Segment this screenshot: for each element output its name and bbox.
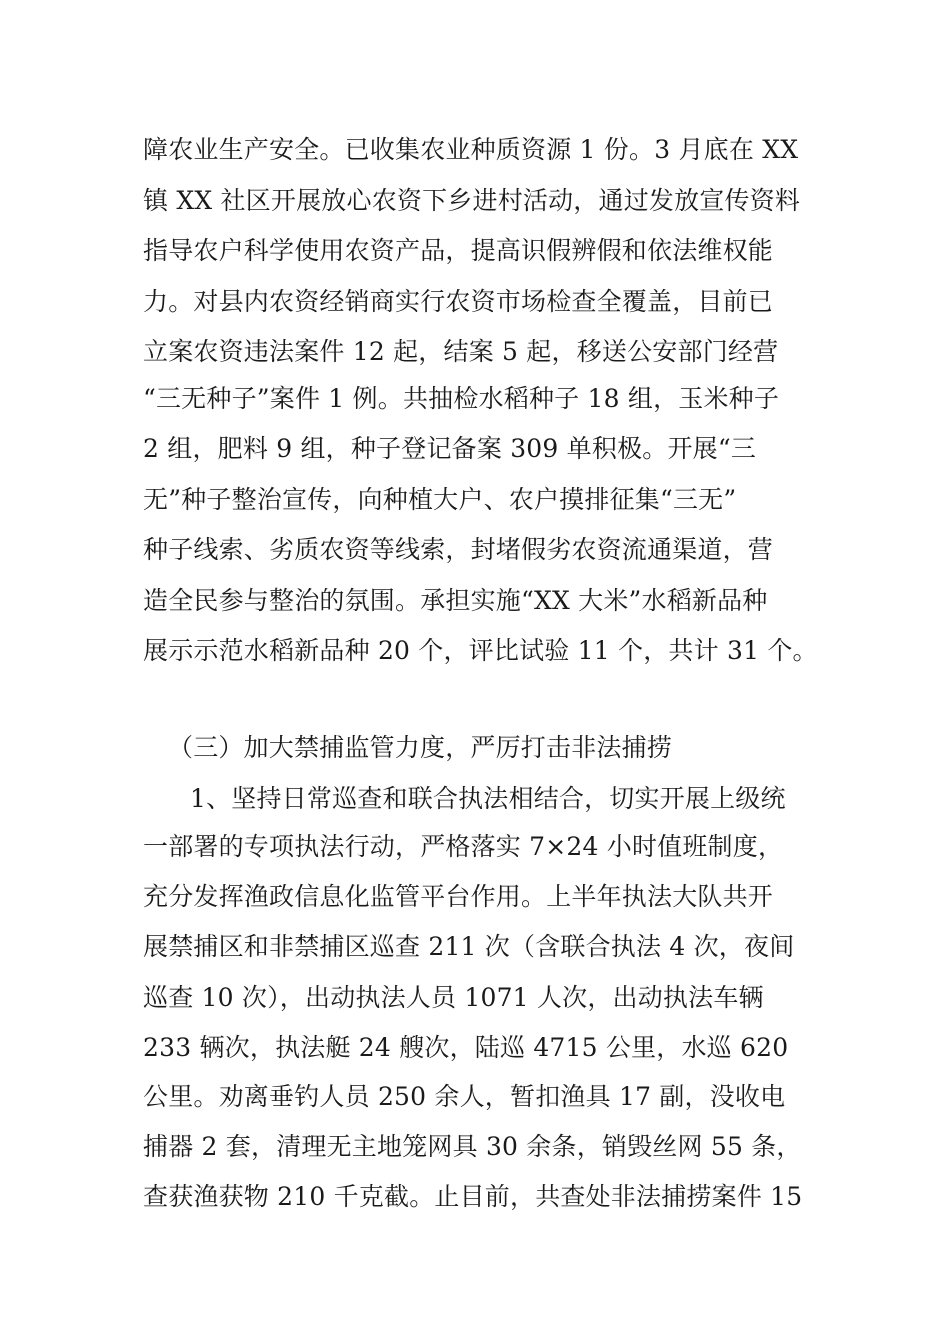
paragraph-1-line-6: “三无种子”案件 1 例。共抽检水稻种子 18 组，玉米种子 bbox=[143, 384, 780, 413]
paragraph-1-line-3: 指导农户科学使用农资产品，提高识假辨假和依法维权能 bbox=[143, 236, 774, 265]
paragraph-1-line-8: 无”种子整治宣传，向种植大户、农户摸排征集“三无” bbox=[143, 485, 737, 514]
paragraph-2-line-6: 233 辆次，执法艇 24 艘次，陆巡 4715 公里，水巡 620 bbox=[143, 1033, 789, 1062]
paragraph-2-line-1: 1、坚持日常巡查和联合执法相结合，切实开展上级统 bbox=[190, 784, 786, 813]
paragraph-1-line-2: 镇 XX 社区开展放心农资下乡进村活动，通过发放宣传资料 bbox=[143, 186, 801, 215]
paragraph-1-line-7: 2 组，肥料 9 组，种子登记备案 309 单积极。开展“三 bbox=[143, 434, 757, 463]
paragraph-2-line-8: 捕器 2 套，清理无主地笼网具 30 余条，销毁丝网 55 条， bbox=[143, 1132, 802, 1161]
paragraph-1-line-9: 种子线索、劣质农资等线索，封堵假劣农资流通渠道，营 bbox=[143, 535, 774, 564]
paragraph-2-line-5: 巡查 10 次），出动执法人员 1071 人次，出动执法车辆 bbox=[143, 983, 764, 1012]
paragraph-2-line-2: 一部署的专项执法行动，严格落实 7×24 小时值班制度， bbox=[143, 832, 784, 861]
section-heading: （三）加大禁捕监管力度，严厉打击非法捕捞 bbox=[168, 733, 673, 762]
paragraph-2-line-3: 充分发挥渔政信息化监管平台作用。上半年执法大队共开 bbox=[143, 882, 774, 911]
paragraph-1-line-4: 力。对县内农资经销商实行农资市场检查全覆盖，目前已 bbox=[143, 287, 774, 316]
paragraph-2-line-9: 查获渔获物 210 千克截。止目前，共查处非法捕捞案件 15 bbox=[143, 1182, 803, 1211]
paragraph-2-line-7: 公里。劝离垂钓人员 250 余人，暂扣渔具 17 副，没收电 bbox=[143, 1082, 786, 1111]
paragraph-1-line-10: 造全民参与整治的氛围。承担实施“XX 大米”水稻新品种 bbox=[143, 586, 768, 615]
paragraph-1-line-1: 障农业生产安全。已收集农业种质资源 1 份。3 月底在 XX bbox=[143, 135, 799, 164]
paragraph-1-line-11: 展示示范水稻新品种 20 个，评比试验 11 个，共计 31 个。 bbox=[143, 636, 818, 665]
paragraph-2-line-4: 展禁捕区和非禁捕区巡查 211 次（含联合执法 4 次，夜间 bbox=[143, 932, 795, 961]
paragraph-1-line-5: 立案农资违法案件 12 起，结案 5 起，移送公安部门经营 bbox=[143, 337, 779, 366]
